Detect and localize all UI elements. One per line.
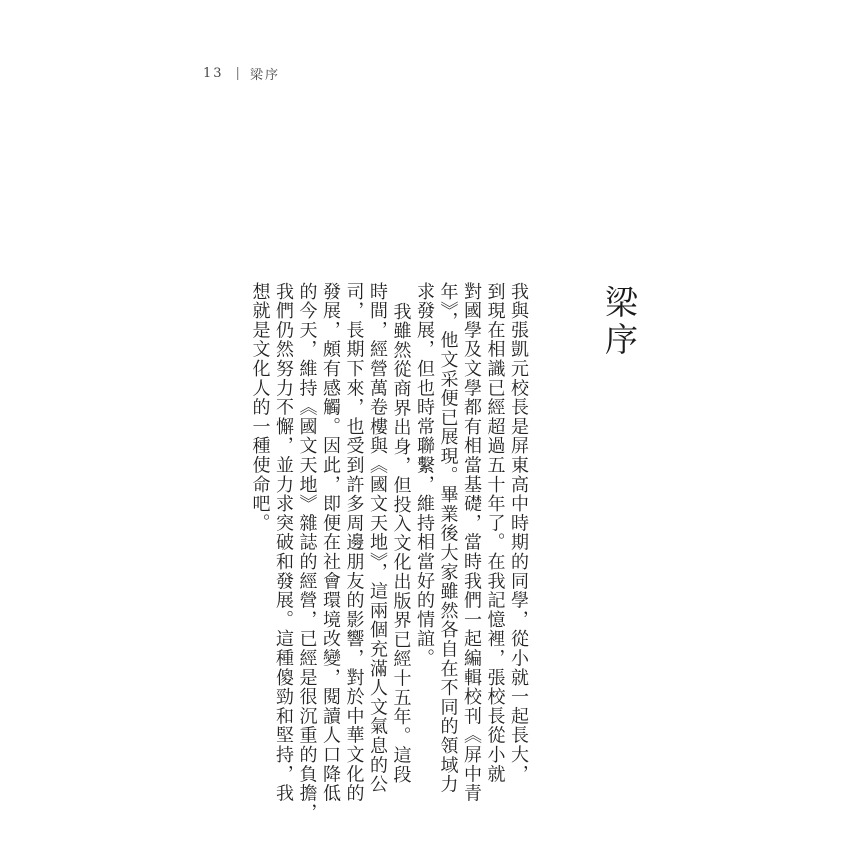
text-column: 時間，經營萬卷樓與《國文天地》，這兩個充滿人文氣息的公 [367, 282, 388, 795]
section-title: 梁序 [249, 68, 280, 83]
page-number: 13 [203, 66, 224, 81]
text-column: 司，長期下來，也受到許多周邊朋友的影響，對於中華文化的 [343, 282, 365, 804]
chapter-title: 梁序 [600, 285, 639, 359]
text-column: 求發展，但也時常聯繫，維持相當好的情誼。 [414, 282, 435, 668]
text-column: 想就是文化人的一種使命吧。 [249, 282, 271, 533]
running-header [203, 64, 280, 83]
text-column: 對國學及文學都有相當基礎，當時我們一起編輯校刊《屏中青 [461, 282, 482, 804]
text-column: 我與張凱元校長是屏東高中時期的同學，從小就一起長大， [508, 282, 529, 784]
text-column: 我雖然從商界出身，但投入文化出版界已經十五年。這段 [390, 301, 412, 785]
text-column: 我們仍然努力不懈，並力求突破和發展。這種傻勁和堅持，我 [273, 282, 294, 804]
text-column: 到現在相識已經超過五十年了。在我記憶裡，張校長從小就 [484, 282, 506, 784]
text-column: 發展，頗有感觸。因此，即便在社會環境改變，閱讀人口降低 [320, 282, 341, 804]
body-text [200, 282, 530, 823]
header-separator: | [235, 66, 242, 81]
text-column: 的今天，維持《國文天地》雜誌的經營，已經是很沉重的負擔， [296, 282, 318, 823]
text-column: 年》，他文采便已展現。畢業後大家雖然各自在不同的領域力 [437, 282, 459, 795]
